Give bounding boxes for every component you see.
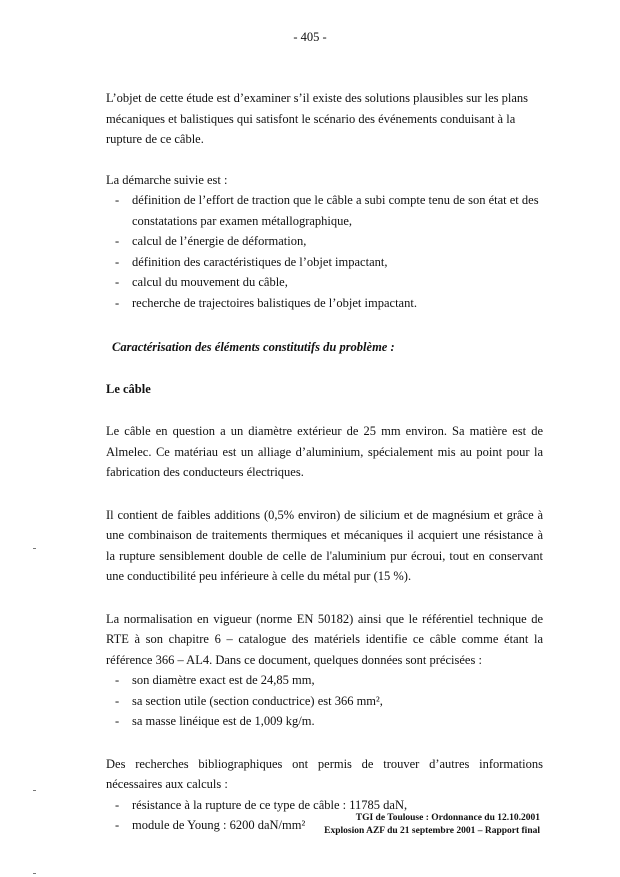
cable-paragraph-2: Il contient de faibles additions (0,5% environ) de silicium et de magnésium et grâce à une combinaison de traitements thermiques et mécaniques il acquiert une résistance à la rupture sensiblement double de celle de l'aluminium pur écroui, tout en conservant une conductibilité peu inférieure à celle du métal pur (15 %). [106, 507, 543, 583]
demarche-list [106, 190, 543, 313]
cable-paragraph-3: La normalisation en vigueur (norme EN 50182) ainsi que le référentiel technique de RTE à son chapitre 6 – catalogue des matériels identifie ce câble comme étant la référence 366 – AL4. Dans ce document, quelques données sont précisées : [106, 611, 543, 667]
list-item: - sa section utile (section conductrice) est 366 mm², [106, 691, 543, 712]
page-number: - 405 - [293, 30, 327, 44]
list-item: - recherche de trajectoires balistiques de l’objet impactant. [106, 293, 543, 314]
list-item: - sa masse linéique est de 1,009 kg/m. [106, 711, 543, 732]
list-item: - résistance à la rupture de ce type de câble : 11785 daN, [106, 795, 543, 816]
intro-paragraph: L’objet de cette étude est d’examiner s’il existe des solutions plausibles sur les plans mécaniques et balistiques qui satisfont le scénario des événements conduisant à la rupture de ce câble. [106, 91, 529, 146]
section-heading: Caractérisation des éléments constitutifs du problème : [112, 340, 395, 354]
margin-mark [33, 548, 36, 549]
cable-paragraph-1: Le câble en question a un diamètre extérieur de 25 mm environ. Sa matière est de Almelec. Ce matériau est un alliage d’aluminium, spécialement mis au point pour la fabrication des conducteurs électriques. [106, 424, 543, 479]
page-footer [324, 812, 540, 838]
list-item: - définition de l’effort de traction que le câble a subi compte tenu de son état et des constatations par examen métallographique, [106, 190, 543, 231]
document-body [106, 88, 543, 836]
cable-specs-list [106, 670, 543, 732]
footer-line-1: TGI de Toulouse : Ordonnance du 12.10.2001 [355, 813, 540, 823]
cable-heading: Le câble [106, 381, 151, 396]
list-item: - son diamètre exact est de 24,85 mm, [106, 670, 543, 691]
list-item: - module de Young : 6200 daN/mm² [106, 815, 543, 836]
demarche-lead: La démarche suivie est : [106, 172, 228, 187]
list-item: - définition des caractéristiques de l’objet impactant, [106, 252, 543, 273]
list-item: - calcul de l’énergie de déformation, [106, 231, 543, 252]
margin-mark [33, 790, 36, 791]
margin-mark [33, 873, 36, 874]
cable-paragraph-4: Des recherches bibliographiques ont permis de trouver d’autres informations nécessaires aux calculs : [106, 756, 543, 791]
list-item: - calcul du mouvement du câble, [106, 272, 543, 293]
footer-line-2: Explosion AZF du 21 septembre 2001 – Rapport final [324, 826, 540, 836]
